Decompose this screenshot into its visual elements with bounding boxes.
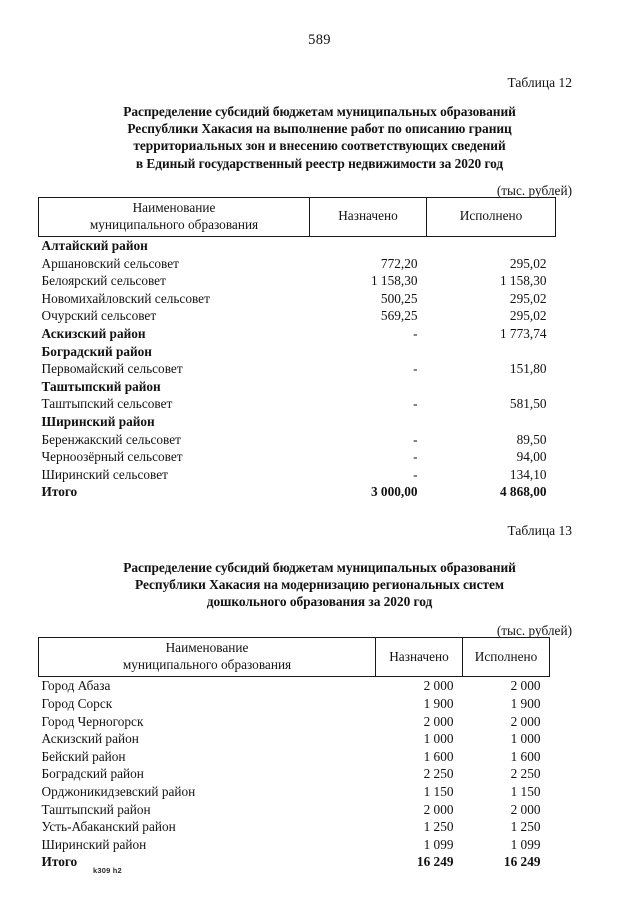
row-assigned: -: [413, 396, 418, 412]
row-executed: 2 250: [510, 766, 541, 782]
table-row: [39, 448, 556, 466]
row-name: Черноозёрный сельсовет: [41, 449, 183, 465]
row-name: Боградский район: [41, 766, 144, 782]
row-assigned: 1 000: [423, 731, 454, 747]
row-name: Орджоникидзевский район: [41, 783, 196, 799]
table-row: [39, 783, 550, 801]
row-executed: 295,02: [509, 255, 547, 271]
row-executed: 2 000: [510, 801, 541, 817]
title-line: территориальных зон и внесению соответствующих сведений: [133, 138, 506, 154]
row-assigned: 2 250: [423, 766, 454, 782]
subsidy-table-13: [38, 637, 550, 871]
row-assigned: 16 249: [416, 854, 454, 870]
column-header-name-line2: муниципального образования: [122, 656, 292, 672]
row-executed: 581,50: [509, 396, 547, 412]
column-header-executed: Исполнено: [463, 638, 550, 677]
row-assigned: -: [413, 431, 418, 447]
row-assigned: 2 000: [423, 678, 454, 694]
spacer: [36, 610, 603, 624]
title-line: Республики Хакасия на модернизацию региональных систем: [135, 576, 504, 592]
row-executed: 94,00: [516, 449, 547, 465]
row-executed: 4 868,00: [499, 484, 547, 500]
table-row: [39, 255, 556, 273]
row-assigned: 772,20: [380, 255, 418, 271]
table-row: [39, 272, 556, 290]
row-assigned: 1 150: [423, 783, 454, 799]
row-name: Аршановский сельсовет: [41, 255, 179, 271]
row-assigned: -: [413, 326, 418, 342]
row-assigned: 2 000: [423, 801, 454, 817]
table-row: [39, 343, 556, 361]
row-executed: [427, 237, 556, 255]
column-header-name-line1: Наименование: [132, 200, 216, 216]
table-row: [39, 413, 556, 431]
table-row: [39, 695, 550, 713]
table-row: [39, 378, 556, 396]
page-number: 589: [308, 32, 331, 48]
row-name: Ширинский район: [41, 836, 147, 852]
row-name: Усть-Абаканский район: [41, 819, 176, 835]
row-executed: 2 000: [510, 678, 541, 694]
table-row: [39, 395, 556, 413]
row-executed: 89,50: [516, 431, 547, 447]
row-executed: 295,02: [509, 290, 547, 306]
table-row: [39, 677, 550, 695]
row-name: Бейский район: [41, 748, 126, 764]
row-assigned: [310, 343, 427, 361]
row-name: Итого: [41, 854, 78, 870]
column-header-name-line2: муниципального образования: [89, 216, 259, 232]
row-assigned: -: [413, 466, 418, 482]
row-name: Город Абаза: [41, 678, 111, 694]
spacer: [36, 89, 603, 103]
title-line: дошкольного образования за 2020 год: [206, 593, 433, 609]
column-header-name-line1: Наименование: [165, 640, 249, 656]
table-body: [39, 677, 550, 871]
row-executed: 16 249: [503, 854, 541, 870]
row-executed: 1 900: [510, 696, 541, 712]
column-header-assigned: Назначено: [376, 638, 463, 677]
table-row: [39, 360, 556, 378]
units-note-13: (тыс. рублей): [496, 623, 572, 639]
units-note-12: (тыс. рублей): [496, 182, 572, 198]
row-assigned: 1 600: [423, 748, 454, 764]
table-row: [39, 307, 556, 325]
table-row: [39, 713, 550, 731]
row-name: Город Сорск: [41, 696, 113, 712]
row-executed: 1 099: [510, 836, 541, 852]
column-header-assigned: Назначено: [310, 198, 427, 237]
row-assigned: 1 250: [423, 819, 454, 835]
row-assigned: -: [413, 361, 418, 377]
column-header-name: [39, 198, 310, 237]
spacer: [36, 538, 603, 559]
row-executed: 1 250: [510, 819, 541, 835]
table-head: [39, 198, 556, 237]
table-row: [39, 237, 556, 255]
row-assigned: 1 158,30: [370, 273, 418, 289]
row-assigned: 3 000,00: [370, 484, 418, 500]
row-name: Первомайский сельсовет: [41, 361, 183, 377]
spacer: [36, 501, 603, 524]
row-name: Аскизский район: [41, 731, 139, 747]
column-header-name: [39, 638, 376, 677]
row-executed: [427, 413, 556, 431]
table-row: [39, 325, 556, 343]
table-body: [39, 237, 556, 501]
row-executed: 1 158,30: [499, 273, 547, 289]
table-row: [39, 730, 550, 748]
row-name: Боградский район: [41, 343, 152, 359]
row-executed: [427, 343, 556, 361]
row-assigned: 569,25: [380, 308, 418, 324]
table-row: [39, 801, 550, 819]
row-assigned: [310, 237, 427, 255]
title-line: в Единый государственный реестр недвижимости за 2020 год: [135, 155, 504, 171]
spacer: [36, 172, 603, 184]
row-executed: 134,10: [509, 466, 547, 482]
scan-footer-mark: k309 h2: [93, 866, 122, 875]
table-row: [39, 765, 550, 783]
row-assigned: [310, 413, 427, 431]
row-name: Алтайский район: [41, 238, 148, 254]
table-row: [39, 818, 550, 836]
row-name: Итого: [41, 484, 78, 500]
title-line: Республики Хакасия на выполнение работ по описанию границ: [127, 121, 512, 137]
column-header-executed: Исполнено: [427, 198, 556, 237]
table-header-row: [39, 198, 556, 237]
row-name: Белоярский сельсовет: [41, 273, 166, 289]
row-executed: 2 000: [510, 713, 541, 729]
table-row: [39, 466, 556, 484]
table-row: [39, 290, 556, 308]
title-line: Распределение субсидий бюджетам муниципальных образований: [123, 104, 516, 119]
row-name: Очурский сельсовет: [41, 308, 157, 324]
title-line: Распределение субсидий бюджетам муниципальных образований: [123, 559, 516, 575]
row-name: Новомихайловский сельсовет: [41, 290, 210, 306]
table-label-13: Таблица 13: [507, 523, 572, 539]
row-assigned: 2 000: [423, 713, 454, 729]
spacer: [36, 48, 603, 76]
table-header-row: [39, 638, 550, 677]
row-executed: 1 773,74: [499, 326, 547, 342]
row-name: Город Черногорск: [41, 713, 144, 729]
subsidy-table-12: [38, 197, 556, 501]
row-executed: 1 000: [510, 731, 541, 747]
row-assigned: 500,25: [380, 290, 418, 306]
row-assigned: 1 099: [423, 836, 454, 852]
row-executed: 1 150: [510, 783, 541, 799]
table-row: [39, 431, 556, 449]
row-name: Беренжакский сельсовет: [41, 431, 181, 447]
table-head: [39, 638, 550, 677]
table-label-12: Таблица 12: [507, 74, 572, 90]
row-name: Ширинский сельсовет: [41, 466, 168, 482]
row-executed: [427, 378, 556, 396]
row-assigned: -: [413, 449, 418, 465]
row-executed: 1 600: [510, 748, 541, 764]
row-name: Таштыпский район: [41, 378, 161, 394]
row-name: Таштыпский сельсовет: [41, 396, 173, 412]
table-row: [39, 836, 550, 854]
row-assigned: [310, 378, 427, 396]
table-title-12: [36, 103, 603, 172]
row-assigned: 1 900: [423, 696, 454, 712]
row-name: Аскизский район: [41, 326, 146, 342]
row-name: Ширинский район: [41, 414, 155, 430]
row-executed: 295,02: [509, 308, 547, 324]
row-name: Таштыпский район: [41, 801, 151, 817]
table-title-13: [36, 559, 603, 611]
table-row: [39, 483, 556, 501]
row-executed: 151,80: [509, 361, 547, 377]
table-row: [39, 748, 550, 766]
